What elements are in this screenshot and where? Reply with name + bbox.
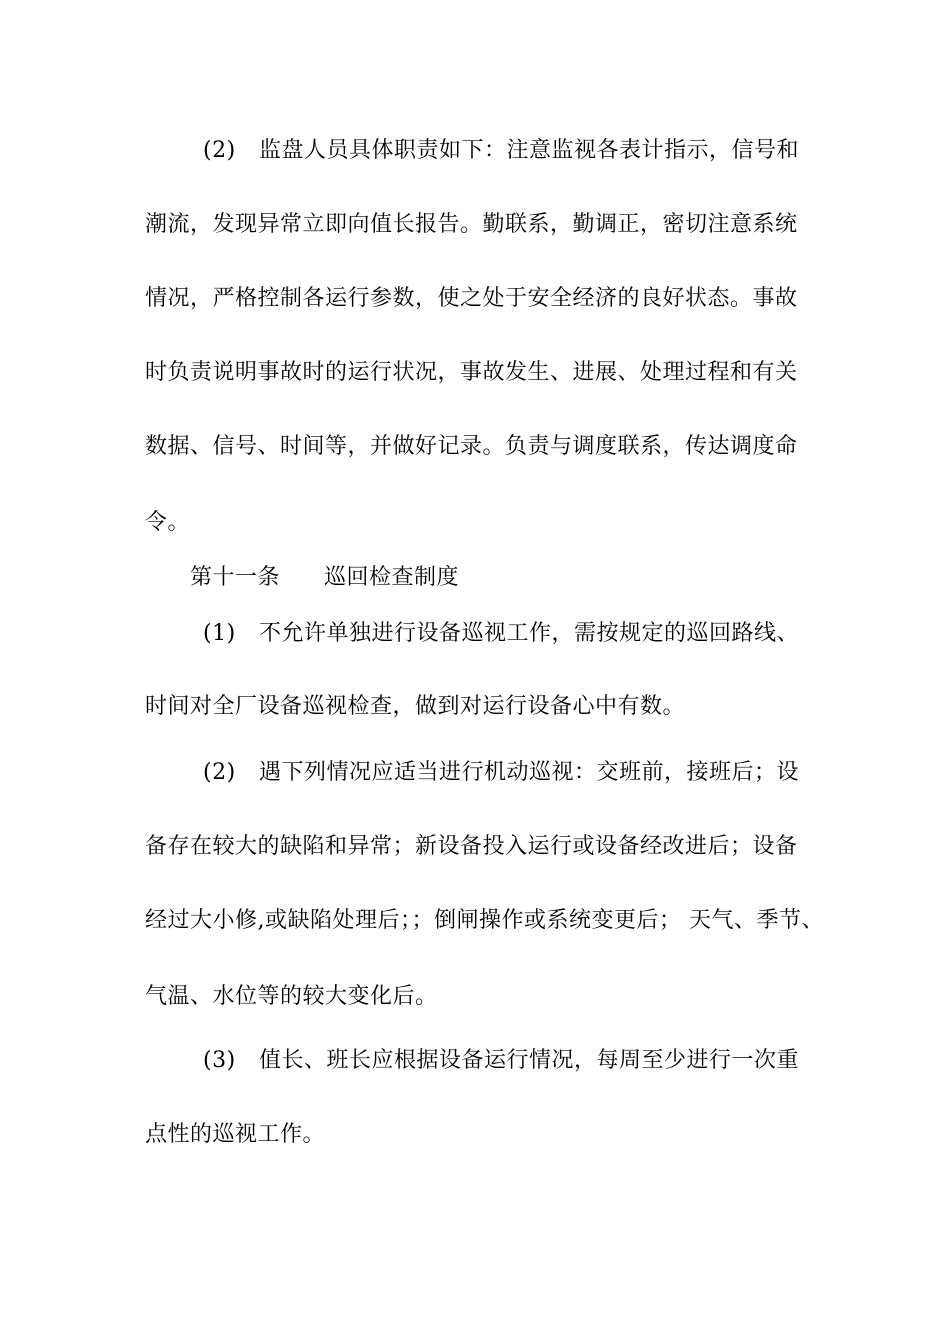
paragraph-4-number: (3): [203, 1048, 236, 1073]
paragraph-3-text: 遇下列情况应适当进行机动巡视：交班前，接班后；设: [259, 760, 800, 785]
article-title: 巡回检查制度: [324, 565, 460, 590]
paragraph-4-line-2: 点性的巡视工作。: [145, 1122, 326, 1147]
paragraph-1-line-5: 数据、信号、时间等，并做好记录。负责与调度联系，传达调度命: [145, 434, 798, 459]
paragraph-1-line-4: 时负责说明事故时的运行状况，事故发生、进展、处理过程和有关: [145, 360, 798, 385]
article-number: 第十一条: [190, 565, 281, 590]
paragraph-2-text: 不允许单独进行设备巡视工作，需按规定的巡回路线、: [259, 621, 800, 646]
paragraph-1-line-6: 令。: [145, 510, 191, 535]
paragraph-3-line-3: 经过大小修,或缺陷处理后；；倒闸操作或系统变更后； 天气、季节、: [145, 908, 824, 933]
paragraph-4-line-1: [203, 1046, 883, 1076]
paragraph-2-number: (1): [203, 621, 236, 646]
paragraph-3-line-2: 备存在较大的缺陷和异常；新设备投入运行或设备经改进后；设备: [145, 834, 798, 859]
article-heading: [190, 563, 870, 593]
paragraph-2-line-2: 时间对全厂设备巡视检查，做到对运行设备心中有数。: [145, 694, 686, 719]
paragraph-3-line-1: [203, 758, 883, 788]
paragraph-1-line-1: [203, 136, 883, 166]
paragraph-1-line-2: 潮流，发现异常立即向值长报告。勤联系，勤调正，密切注意系统: [145, 212, 798, 237]
paragraph-4-text: 值长、班长应根据设备运行情况，每周至少进行一次重: [259, 1048, 800, 1073]
paragraph-2-line-1: [203, 619, 883, 649]
paragraph-1-number: (2): [203, 138, 236, 163]
paragraph-1-text: 监盘人员具体职责如下：注意监视各表计指示，信号和: [259, 138, 800, 163]
paragraph-3-line-4: 气温、水位等的较大变化后。: [145, 984, 438, 1009]
paragraph-1-line-3: 情况，严格控制各运行参数，使之处于安全经济的良好状态。事故: [145, 286, 798, 311]
paragraph-3-number: (2): [203, 760, 236, 785]
